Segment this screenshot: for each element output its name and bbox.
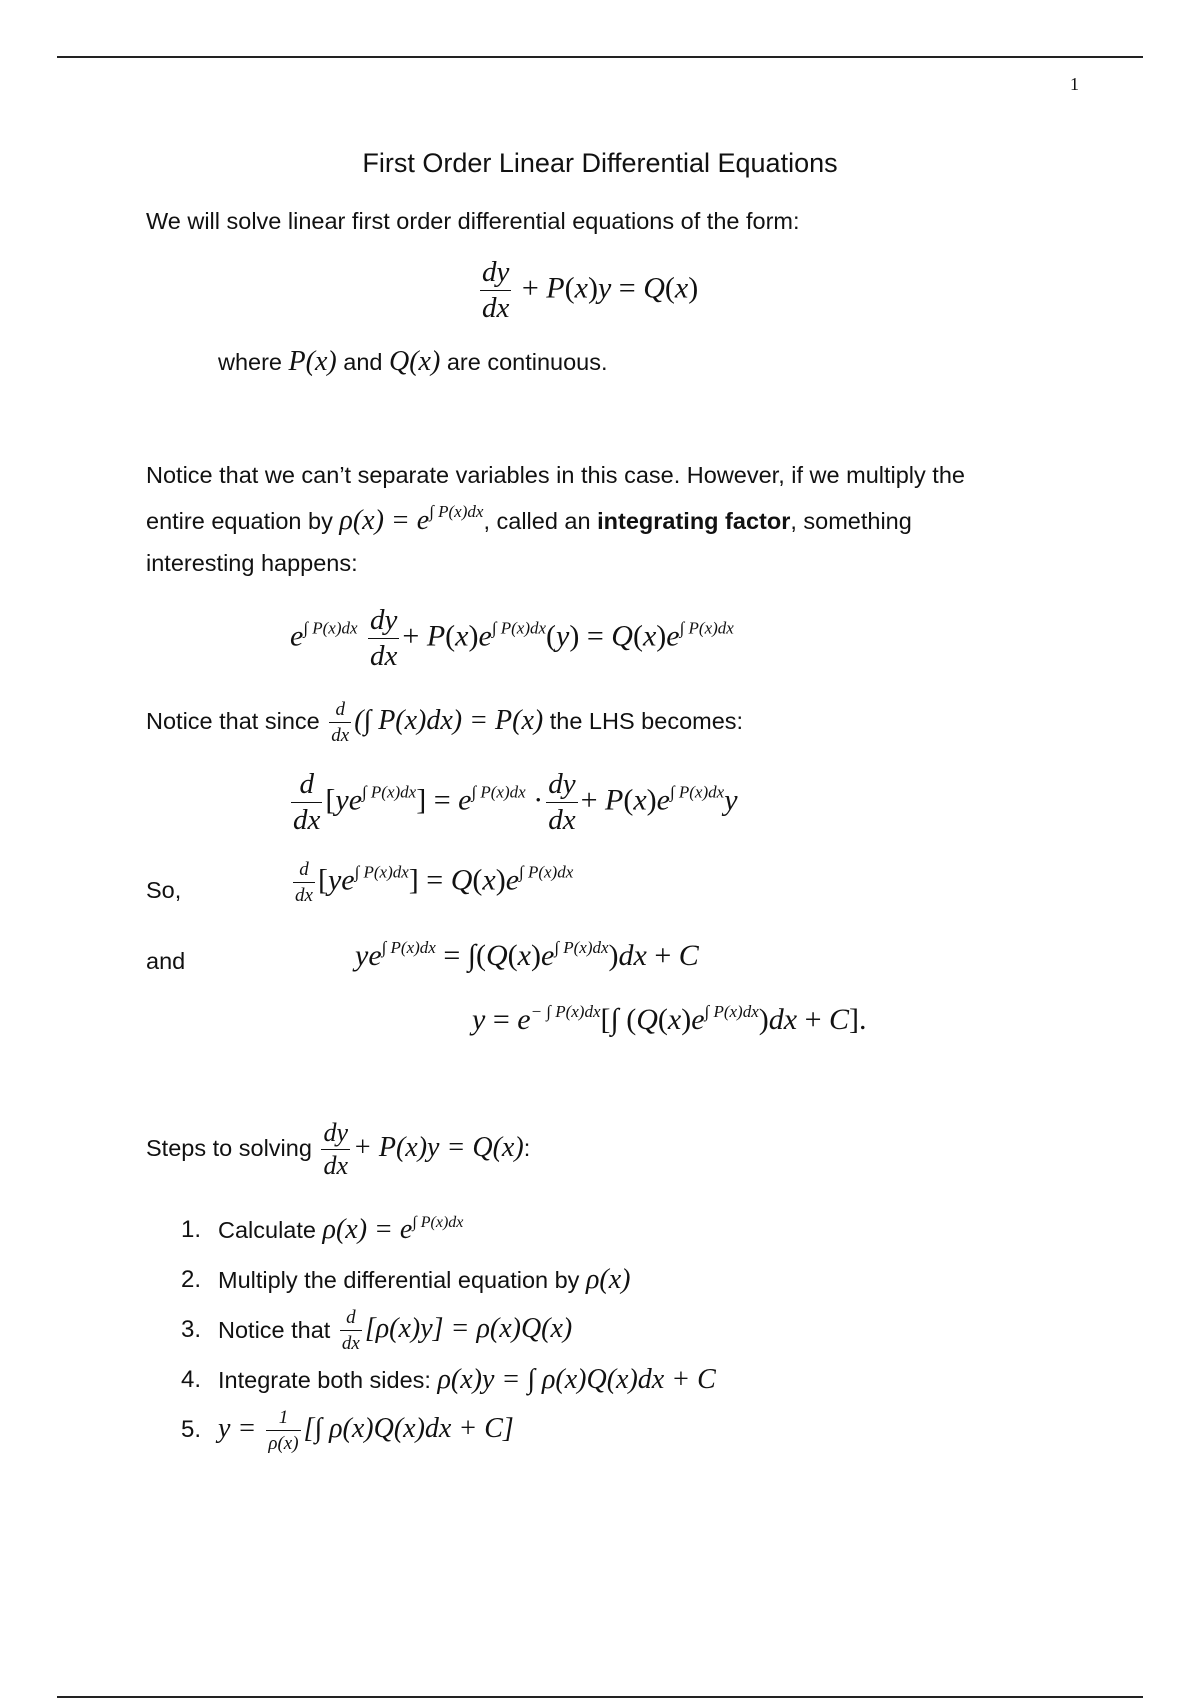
where-line bbox=[218, 346, 608, 378]
steps-list bbox=[181, 1205, 716, 1455]
integrated-equation: $ye^{\int P(x)dx} = \int(Q(x)e^{\int P(x)dx})dx + C$ bbox=[355, 938, 699, 972]
step-number: 3. bbox=[181, 1316, 202, 1343]
multiplied-equation: $e^{\int P(x)dx}$ $\frac{dy}{dx}$ + $P(x)e^{\int P(x)dx}(y) = Q(x)e^{\int P(x)dx}$ bbox=[290, 604, 734, 672]
d-dx-fraction: $\frac{d}{dx}$ bbox=[293, 768, 321, 836]
derivative-of-integral: $\frac{d}{dx}$ (∫ P(x)dx) = P(x) bbox=[331, 699, 544, 746]
notice-since-text: Notice that since bbox=[146, 707, 320, 734]
d-dx-fraction: $\frac{d}{dx}$ bbox=[331, 699, 350, 746]
one-over-rho-fraction: $\frac{1}{\rho(x)}$ bbox=[268, 1406, 299, 1454]
q-of-x: Q(x) bbox=[389, 346, 441, 377]
step-text: Multiply the differential equation by bbox=[218, 1266, 580, 1293]
notice-line-2 bbox=[146, 502, 912, 537]
so-equation: $\frac{d}{dx}$ $[ye^{\int P(x)dx}] = Q(x)e^{\int P(x)dx}$ bbox=[295, 859, 574, 906]
step-item bbox=[181, 1205, 716, 1255]
steps-intro bbox=[146, 1120, 530, 1179]
step-math: y = $\frac{1}{\rho(x)}$ [∫ ρ(x)Q(x)dx + C] bbox=[218, 1406, 514, 1454]
lhs-derivative-equation: $\frac{d}{dx}$ $[ye^{\int P(x)dx}] = e^{\int P(x)dx}$ · $\frac{dy}{dx}$ + $P(x)e^{\int P(x)dx}y$ bbox=[293, 768, 738, 836]
step-number: 5. bbox=[181, 1416, 202, 1443]
page-title: First Order Linear Differential Equations bbox=[362, 148, 838, 178]
d-dx-fraction: $\frac{d}{dx}$ bbox=[341, 1306, 360, 1354]
steps-intro-text: Steps to solving bbox=[146, 1134, 312, 1161]
page-number: 1 bbox=[1070, 74, 1079, 94]
step-math: $\rho(x) = e^{\int P(x)dx}$ bbox=[322, 1214, 464, 1245]
notice-line-2a: entire equation by bbox=[146, 508, 333, 534]
and-label: and bbox=[146, 948, 186, 974]
notice-line-1: Notice that we can’t separate variables in this case. However, if we multiply the bbox=[146, 462, 965, 488]
and-word: and bbox=[343, 349, 383, 375]
step-text: Notice that bbox=[218, 1316, 331, 1343]
integrating-factor-term: integrating factor bbox=[597, 508, 791, 534]
step-text: Calculate bbox=[218, 1216, 316, 1243]
dy-dx-fraction: $\frac{dy}{dx}$ bbox=[370, 604, 398, 672]
where-word: where bbox=[218, 349, 283, 375]
step-item bbox=[181, 1255, 716, 1305]
step-math: $\frac{d}{dx}$ [ρ(x)y] = ρ(x)Q(x) bbox=[341, 1306, 573, 1354]
step-item bbox=[181, 1355, 716, 1405]
step-math: ρ(x) bbox=[585, 1264, 631, 1295]
notice-line-3: interesting happens: bbox=[146, 550, 358, 576]
step-number: 2. bbox=[181, 1266, 202, 1293]
steps-equation: $\frac{dy}{dx}$ + P(x)y = Q(x) bbox=[323, 1118, 524, 1180]
d-dx-fraction: $\frac{d}{dx}$ bbox=[295, 859, 313, 906]
solution-equation: $y = e^{- \int P(x)dx}[\int$ $(Q(x)e^{\int P(x)dx})dx + C$]. bbox=[472, 1002, 867, 1036]
step-item bbox=[181, 1305, 716, 1355]
step-number: 4. bbox=[181, 1366, 202, 1393]
lhs-becomes-text: the LHS becomes: bbox=[549, 707, 744, 734]
intro-text: We will solve linear first order differential equations of the form: bbox=[146, 208, 800, 234]
step-item bbox=[181, 1405, 716, 1455]
top-rule bbox=[57, 56, 1143, 58]
main-equation: $\frac{dy}{dx}$ + P(x)y = Q(x) bbox=[482, 256, 699, 324]
p-of-x: P(x) bbox=[288, 346, 337, 377]
rho-definition: $\rho(x) = e^{\int P(x)dx}$ bbox=[339, 502, 484, 536]
notice-line-2b: , called an bbox=[483, 508, 591, 534]
notice-line-2c: , something bbox=[790, 508, 912, 534]
where-tail: are continuous. bbox=[446, 349, 608, 375]
notice-since-line bbox=[146, 700, 743, 745]
steps-colon: : bbox=[523, 1134, 531, 1161]
so-label: So, bbox=[146, 877, 182, 903]
bottom-rule bbox=[57, 1696, 1143, 1698]
dy-dx-fraction: $\frac{dy}{dx}$ bbox=[482, 256, 510, 324]
dy-dx-fraction: $\frac{dy}{dx}$ bbox=[548, 768, 576, 836]
dy-dx-fraction: $\frac{dy}{dx}$ bbox=[323, 1118, 348, 1180]
step-number: 1. bbox=[181, 1216, 202, 1243]
step-math: ρ(x)y = ∫ ρ(x)Q(x)dx + C bbox=[437, 1364, 716, 1395]
step-text: Integrate both sides: bbox=[218, 1366, 431, 1393]
